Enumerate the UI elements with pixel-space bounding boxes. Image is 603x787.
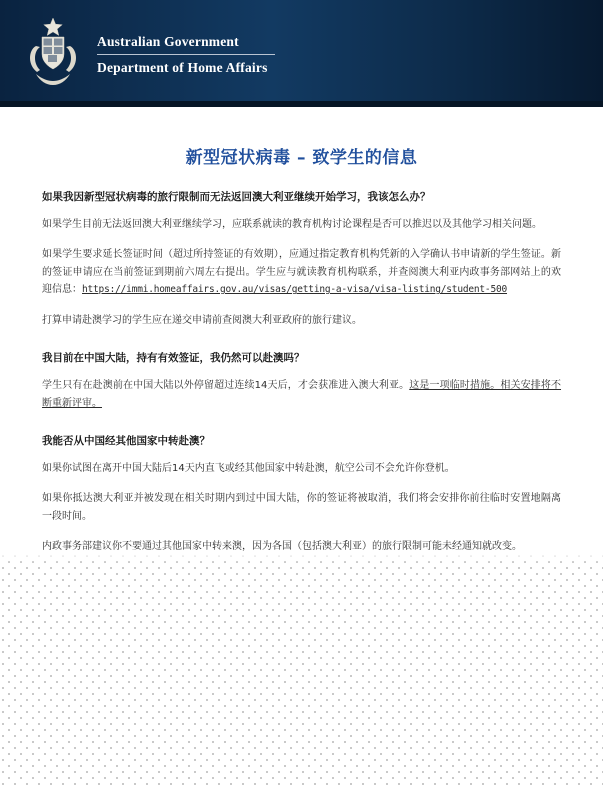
government-wordmark (97, 34, 275, 76)
question-heading-1: 如果我因新型冠状病毒的旅行限制而无法返回澳大利亚继续开始学习，我该怎么办？ (42, 191, 431, 203)
paragraph-4 (42, 377, 561, 412)
paragraph-4-underlined: 这是一项临时措施。相关安排将不断重新评审。 (42, 380, 562, 409)
loading-placeholder (0, 553, 603, 787)
placeholder-fade (0, 553, 603, 563)
paragraph-6: 如果你抵达澳大利亚并被发现在相关时期内到过中国大陆，你的签证将被取消，我们将会安排你前往临时安置地隔离一段时间。 (42, 493, 561, 522)
department-name: Department of Home Affairs (97, 60, 268, 75)
government-name: Australian Government (97, 34, 239, 49)
paragraph-2 (42, 246, 561, 299)
wordmark-divider (97, 54, 275, 55)
paragraph-2-text: 如果学生要求延长签证时间（超过所持签证的有效期），应通过指定教育机构凭新的入学确认书申请新的学生签证。新的签证申请应在当前签证到期前六周左右提出。学生应与就读教育机构联系，并查阅澳大利亚内政事务部网站上的欢迎信息： (42, 249, 561, 296)
page-title: 新型冠状病毒 – 致学生的信息 (185, 148, 418, 168)
paragraph-1: 如果学生目前无法返回澳大利亚继续学习，应联系就读的教育机构讨论课程是否可以推迟以及其他学习相关问题。 (42, 218, 542, 230)
document-body (0, 143, 603, 621)
paragraph-5: 如果你试图在离开中国大陆后14天内直飞或经其他国家中转赴澳，航空公司不会允许你登机。 (42, 462, 455, 474)
question-heading-3: 我能否从中国经其他国家中转赴澳？ (42, 435, 210, 448)
australian-coat-of-arms-icon (18, 16, 88, 94)
question-heading-2: 我目前在中国大陆，持有有效签证，我仍然可以赴澳吗？ (42, 352, 305, 365)
visa-listing-link-1[interactable]: https://immi.homeaffairs.gov.au/visas/getting-a-visa/visa-listing/student-500 (82, 284, 508, 296)
site-header (0, 0, 603, 107)
paragraph-4-text: 学生只有在赴澳前在中国大陆以外停留超过连续14天后，才会获准进入澳大利亚。 (42, 380, 410, 392)
paragraph-7: 内政事务部建议你不要通过其他国家中转来澳，因为各国（包括澳大利亚）的旅行限制可能未经通知就改变。 (42, 541, 522, 553)
paragraph-3: 打算申请赴澳学习的学生应在递交申请前查阅澳大利亚政府的旅行建议。 (42, 314, 362, 326)
